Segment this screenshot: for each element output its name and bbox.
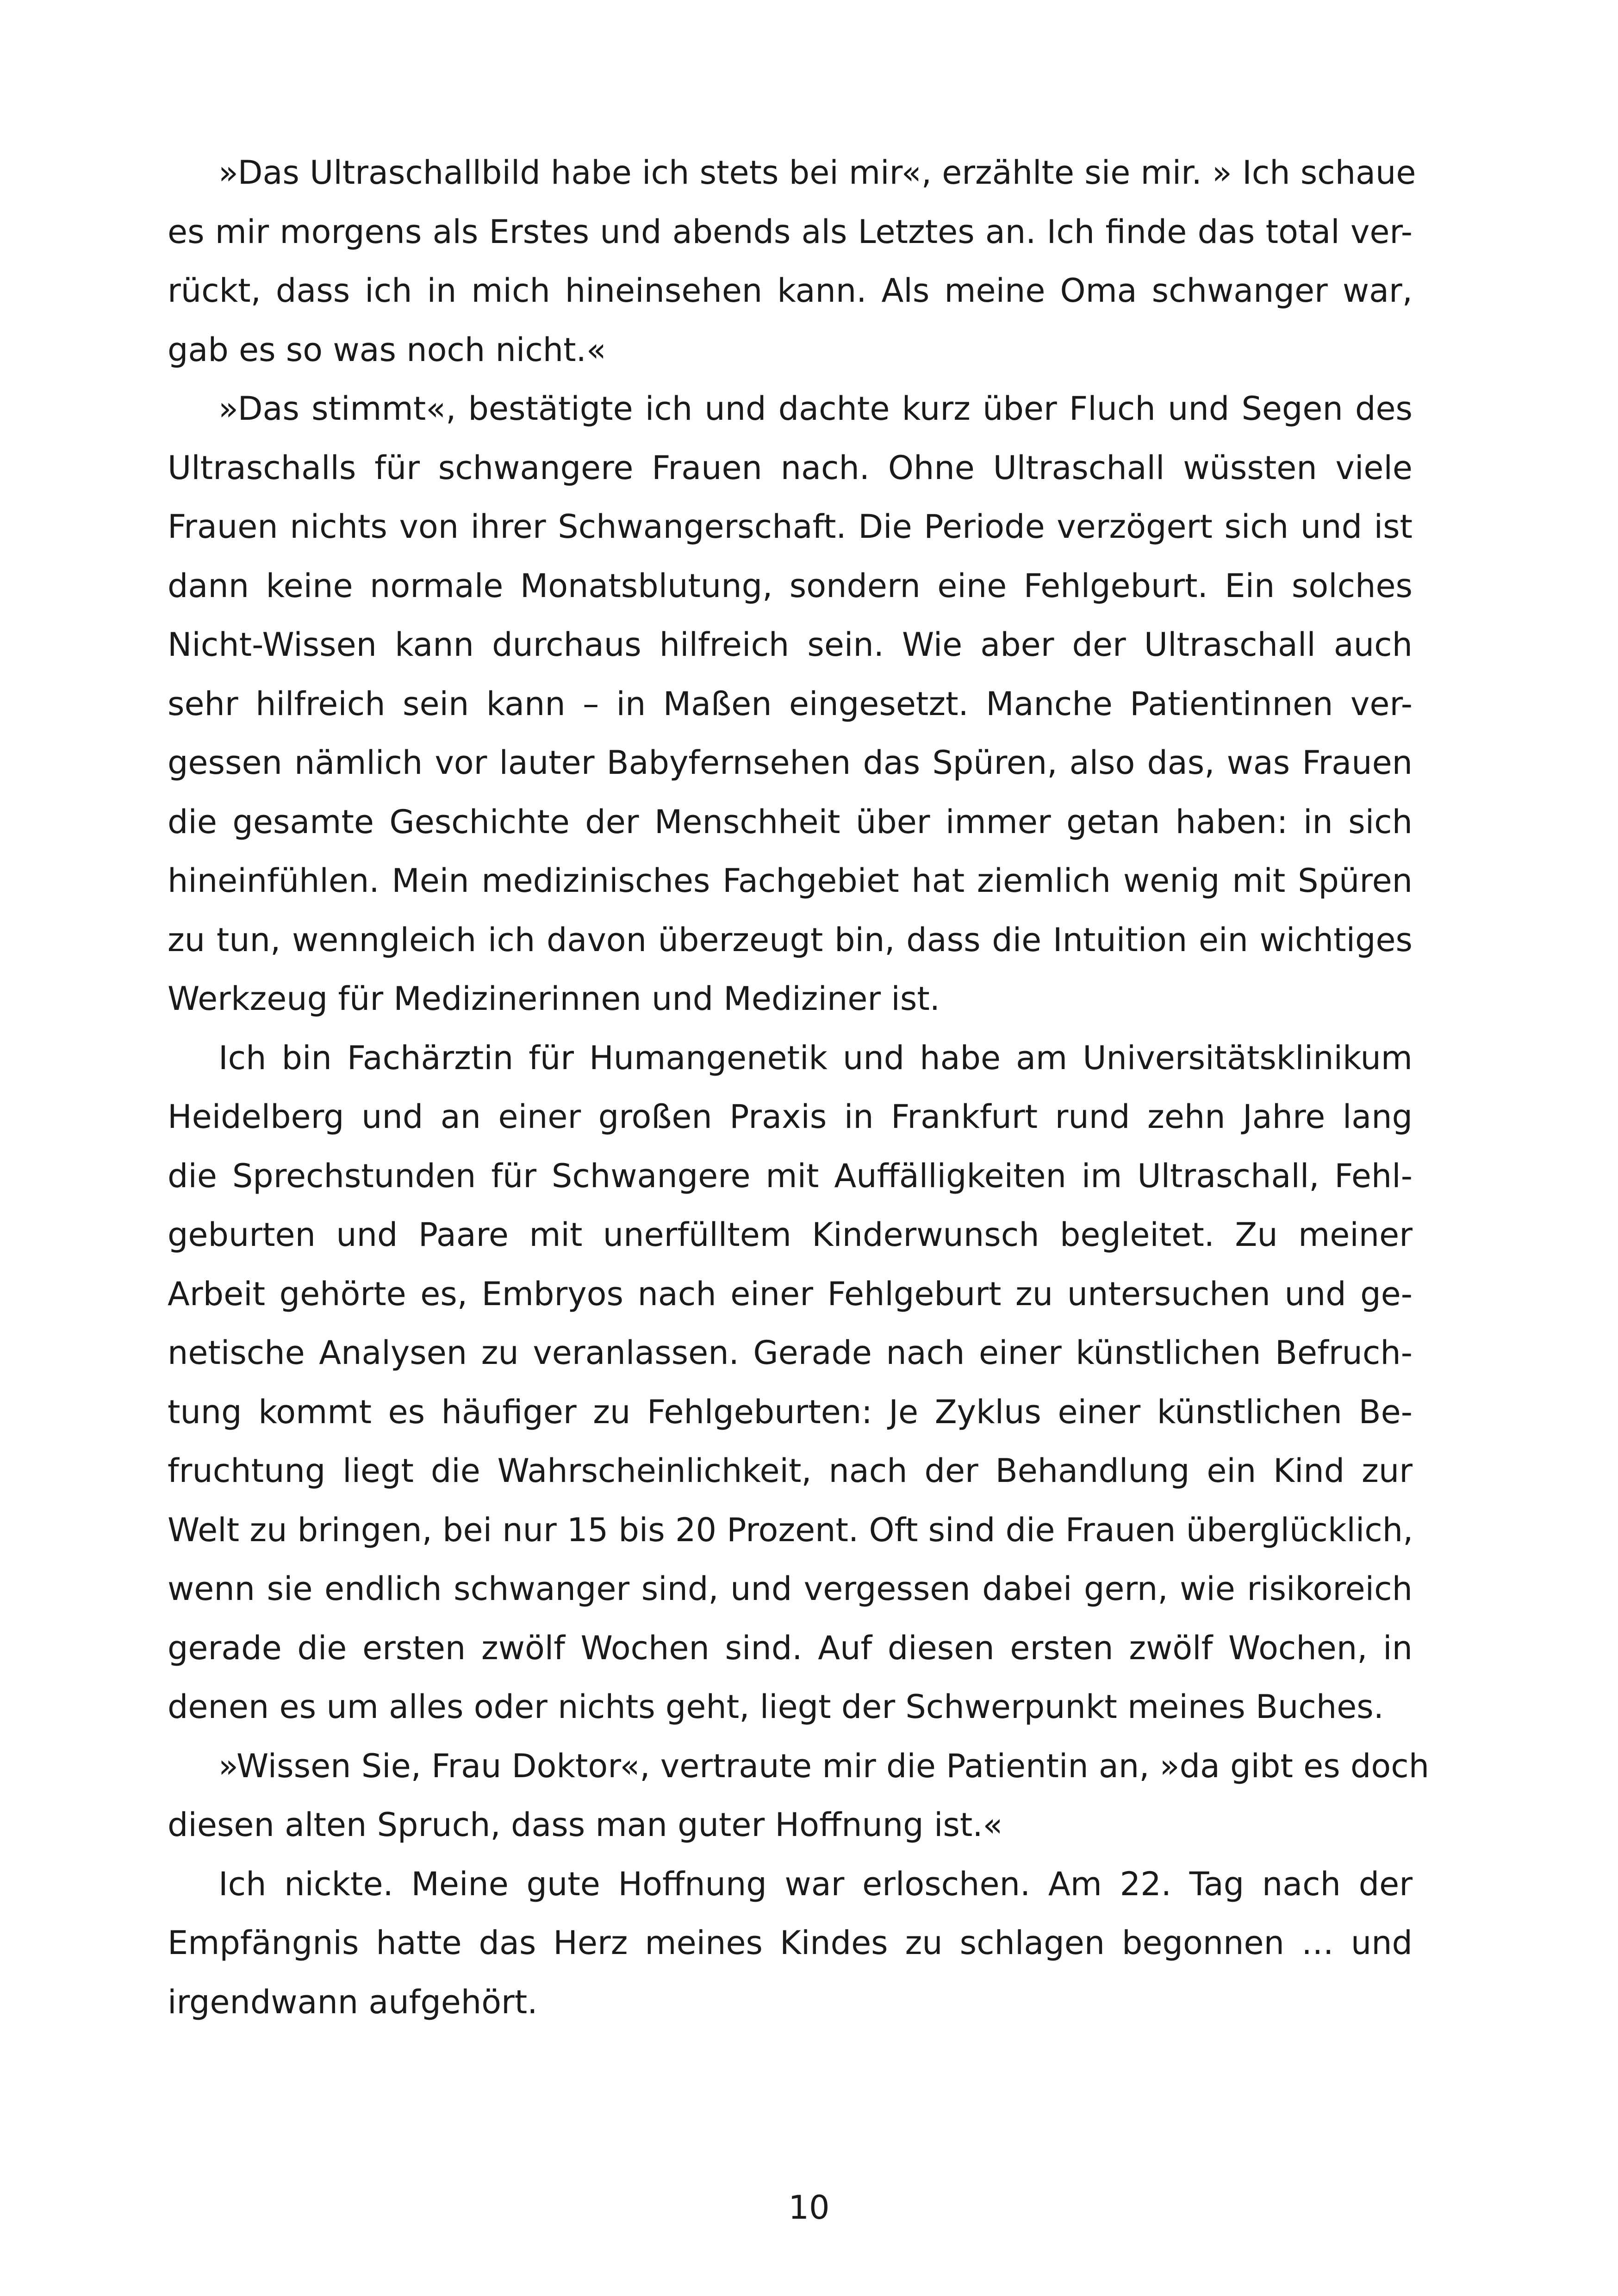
text-line: gab es so was noch nicht.« — [168, 330, 606, 369]
text-line: es mir morgens als Erstes und abends als Letztes an. Ich finde das total ver- — [168, 212, 1413, 251]
text-line: die Sprechstunden für Schwangere mit Auffälligkeiten im Ultraschall, Fehl- — [168, 1157, 1413, 1195]
text-line: dann keine normale Monatsblutung, sondern eine Fehlgeburt. Ein solches — [168, 566, 1413, 605]
text-line: zu tun, wenngleich ich davon überzeugt bin, dass die Intuition ein wichtiges — [168, 921, 1413, 959]
text-line: »Wissen Sie, Frau Doktor«, vertraute mir die Patientin an, »da gibt es doch — [218, 1747, 1430, 1785]
text-line: »Das stimmt«, bestätigte ich und dachte kurz über Fluch und Segen des — [218, 390, 1413, 428]
text-line: diesen alten Spruch, dass man guter Hoffnung ist.« — [168, 1806, 1003, 1844]
text-line: Ich bin Fachärztin für Humangenetik und habe am Universitätsklinikum — [218, 1039, 1413, 1077]
text-line: Ultraschalls für schwangere Frauen nach. Ohne Ultraschall wüssten viele — [168, 448, 1413, 487]
text-line: fruchtung liegt die Wahrscheinlichkeit, nach der Behandlung ein Kind zur — [168, 1452, 1413, 1490]
text-line: Werkzeug für Medizinerinnen und Mediziner ist. — [168, 980, 940, 1018]
text-line: tung kommt es häufiger zu Fehlgeburten: Je Zyklus einer künstlichen Be- — [168, 1393, 1413, 1431]
text-line: netische Analysen zu veranlassen. Gerade nach einer künstlichen Befruch- — [168, 1334, 1413, 1372]
text-line: Heidelberg und an einer großen Praxis in Frankfurt rund zehn Jahre lang — [168, 1098, 1413, 1136]
text-line: Frauen nichts von ihrer Schwangerschaft. Die Periode verzögert sich und ist — [168, 508, 1413, 546]
text-line: sehr hilfreich sein kann – in Maßen eingesetzt. Manche Patientinnen ver- — [168, 684, 1413, 723]
text-line: hineinfühlen. Mein medizinisches Fachgebiet hat ziemlich wenig mit Spüren — [168, 862, 1413, 900]
text-line: gessen nämlich vor lauter Babyfernsehen das Spüren, also das, was Frauen — [168, 744, 1413, 782]
text-line: geburten und Paare mit unerfülltem Kinderwunsch begleitet. Zu meiner — [168, 1216, 1413, 1254]
text-line: irgendwann aufgehört. — [168, 1983, 538, 2021]
body-text — [168, 143, 1430, 2032]
text-line: Arbeit gehörte es, Embryos nach einer Fehlgeburt zu untersuchen und ge- — [168, 1275, 1413, 1313]
text-line: rückt, dass ich in mich hineinsehen kann. Als meine Oma schwanger war, — [168, 272, 1413, 310]
text-line: Welt zu bringen, bei nur 15 bis 20 Prozent. Oft sind die Frauen überglücklich, — [168, 1511, 1413, 1549]
text-line: gerade die ersten zwölf Wochen sind. Auf diesen ersten zwölf Wochen, in — [168, 1629, 1413, 1667]
text-line: »Das Ultraschallbild habe ich stets bei mir«, erzählte sie mir. » Ich schaue — [218, 154, 1416, 192]
text-line: Ich nickte. Meine gute Hoffnung war erloschen. Am 22. Tag nach der — [218, 1865, 1413, 1903]
text-line: Nicht-Wissen kann durchaus hilfreich sein. Wie aber der Ultraschall auch — [168, 626, 1413, 664]
text-line: wenn sie endlich schwanger sind, und vergessen dabei gern, wie risikoreich — [168, 1570, 1413, 1608]
text-line: die gesamte Geschichte der Menschheit über immer getan haben: in sich — [168, 803, 1413, 841]
text-line: denen es um alles oder nichts geht, liegt der Schwerpunkt meines Buches. — [168, 1688, 1384, 1726]
page-number: 10 — [788, 2189, 830, 2227]
text-line: Empfängnis hatte das Herz meines Kindes zu schlagen begonnen … und — [168, 1924, 1413, 1962]
